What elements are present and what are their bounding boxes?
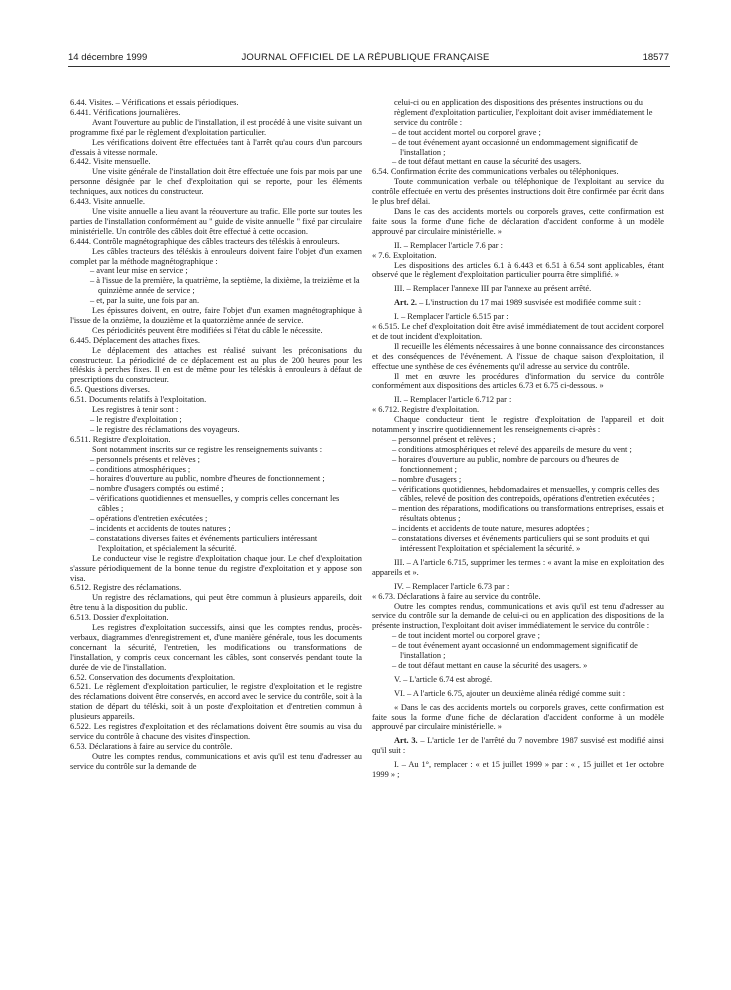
paragraph <box>70 346 362 386</box>
paragraph-text: Outre les comptes rendus, communications et avis qu'il est tenu d'adresser au service du contrôle sur la demande de celui-ci ou en application des dispositions de la présente instruction, l'exploitant doit aviser immédiatement le service du contrôle : <box>372 601 664 631</box>
paragraph-text: 6.522. Les registres d'exploitation et des réclamations doivent être soumis au visa du service du contrôle à chacune des visites d'inspection. <box>70 722 362 741</box>
paragraph <box>372 675 664 685</box>
paragraph <box>70 465 362 475</box>
paragraph-text: Une visite générale de l'installation doit être effectuée une fois par mois par une personne désignée par le chef d'exploitation qui se reporte, pour les éléments techniques, aux notices du constructeur. <box>70 167 362 197</box>
paragraph-text: 6.444. Contrôle magnétographique des câbles tracteurs des téléskis à enrouleurs. <box>70 236 340 246</box>
paragraph-text: Dans le cas des accidents mortels ou corporels graves, cette confirmation est faite sous la forme d'une fiche de déclaration d'accident conforme à un modèle approuvé par circulaire ministérielle. » <box>372 206 664 236</box>
paragraph <box>70 266 362 276</box>
paragraph-text: V. – L'article 6.74 est abrogé. <box>394 674 493 684</box>
paragraph-text: Les vérifications doivent être effectuées tant à l'arrêt qu'au cours d'un parcours d'essais à vitesse normale. <box>70 137 362 157</box>
paragraph-text: 6.52. Conservation des documents d'exploitation. <box>70 672 236 682</box>
paragraph <box>372 157 664 167</box>
paragraph <box>70 157 362 167</box>
paragraph-text: – vérifications quotidiennes et mensuelles, y compris celles concernant les câbles ; <box>90 494 340 514</box>
paragraph <box>70 722 362 742</box>
paragraph-text: 6.445. Déplacement des attaches fixes. <box>70 335 200 345</box>
paragraph-text: – conditions atmosphériques ; <box>90 464 191 474</box>
paragraph-text: – de tout événement ayant occasionné un endommagement significatif de l'installation ; <box>392 641 638 661</box>
paragraph-text: Ces périodicités peuvent être modifiées si l'état du câble le nécessite. <box>92 325 323 335</box>
paragraph-text: VI. – A l'article 6.75, ajouter un deuxième alinéa rédigé comme suit : <box>394 688 626 698</box>
paragraph-text: – nombre d'usagers ; <box>392 474 462 484</box>
header-date: 14 décembre 1999 <box>68 52 148 63</box>
paragraph <box>70 514 362 524</box>
paragraph <box>372 602 664 632</box>
header-page-number: 18577 <box>642 52 669 63</box>
paragraph <box>70 752 362 772</box>
paragraph-text: Les épissures doivent, en outre, faire l'objet d'un examen magnétographique à l'issue de la onzième, la douzième et la quatorzième année de service. <box>70 306 362 325</box>
paragraph-text: – constatations diverses et événements particuliers qui se sont produits et qui intéressent l'exploitation et spécialement la sécurité. » <box>392 534 650 553</box>
paragraph-text: celui-ci ou en application des dispositions des présentes instructions ou du règlement d'exploitation particulier, l'exploitant doit aviser immédiatement le service du contrôle : <box>394 98 653 127</box>
paragraph-text: 6.53. Déclarations à faire au service du contrôle. <box>70 741 233 751</box>
paragraph-text: – de tout accident mortel ou corporel grave ; <box>392 127 541 137</box>
paragraph-text: – de tout défaut mettant en cause la sécurité des usagers. » <box>392 660 588 670</box>
paragraph <box>372 395 664 405</box>
paragraph-text: Il met en œuvre les procédures d'information du service du contrôle conformément aux dispositions des articles 6.73 et 6.75 ci-dessous. » <box>372 371 664 391</box>
paragraph <box>372 207 664 237</box>
paragraph <box>70 197 362 207</box>
paragraph <box>70 98 362 108</box>
paragraph-text: Il recueille les éléments nécessaires à une bonne connaissance des circonstances et des conséquences de l'événement. A l'issue de chaque saison d'exploitation, il effectue une synthèse de ces événements qu'il adresse au service du contrôle. <box>372 341 664 371</box>
paragraph <box>70 336 362 346</box>
paragraph <box>70 623 362 673</box>
paragraph <box>70 583 362 593</box>
paragraph-text: 6.442. Visite mensuelle. <box>70 157 151 167</box>
paragraph <box>372 284 664 294</box>
paragraph-text: « 6.515. Le chef d'exploitation doit être avisé immédiatement de tout accident corporel et de tout incident d'exploitation. <box>372 322 664 341</box>
paragraph <box>372 641 664 661</box>
paragraph <box>372 455 664 475</box>
paragraph-text: Avant l'ouverture au public de l'installation, il est procédé à une visite suivant un programme fixé par le règlement d'exploitation particulier. <box>70 117 362 137</box>
paragraph <box>372 167 664 177</box>
paragraph <box>70 237 362 247</box>
paragraph-text: II. – Remplacer l'article 6.712 par : <box>394 395 512 405</box>
paragraph <box>70 207 362 237</box>
paragraph-text: Un registre des réclamations, qui peut être commun à plusieurs appareils, doit être tenu à la disposition du public. <box>70 593 362 613</box>
paragraph <box>70 455 362 465</box>
paragraph <box>372 504 664 524</box>
paragraph <box>70 247 362 267</box>
paragraph-text: 6.441. Vérifications journalières. <box>70 107 181 117</box>
paragraph <box>70 554 362 584</box>
paragraph-text: III. – A l'article 6.715, supprimer les termes : « avant la mise en exploitation des appareils et ». <box>372 557 664 577</box>
paragraph-text: I. – Au 1°, remplacer : « et 15 juillet 1999 » par : « , 15 juillet et 1er octobre 1999 » ; <box>372 760 664 780</box>
paragraph-text: – horaires d'ouverture au public, nombre de parcours ou d'heures de fonctionnement ; <box>392 454 619 474</box>
paragraph-text: – à l'issue de la première, la quatrième, la septième, la dixième, la treizième et la quinzième année de service ; <box>90 276 360 296</box>
paragraph-text: III. – Remplacer l'annexe III par l'annexe au présent arrêté. <box>394 284 592 294</box>
paragraph <box>70 108 362 118</box>
paragraph <box>372 445 664 455</box>
paragraph-text: 6.513. Dossier d'exploitation. <box>70 613 169 623</box>
paragraph <box>70 385 362 395</box>
paragraph <box>372 592 664 602</box>
header-title: JOURNAL OFFICIEL DE LA RÉPUBLIQUE FRANÇAISE <box>241 52 490 63</box>
paragraph-text: – personnels présents et relèves ; <box>90 454 201 464</box>
paragraph-text: « 7.6. Exploitation. <box>372 250 437 260</box>
paragraph <box>70 306 362 326</box>
paragraph-text: – de tout incident mortel ou corporel grave ; <box>392 631 540 641</box>
paragraph <box>372 736 664 756</box>
paragraph <box>70 138 362 158</box>
paragraph-text: – mention des réparations, modifications ou transformations entreprises, essais et résultats obtenus ; <box>392 504 664 524</box>
paragraph-text: – horaires d'ouverture au public, nombre d'heures de fonctionnement ; <box>90 474 325 484</box>
page-header <box>0 52 731 66</box>
paragraph <box>70 118 362 138</box>
paragraph <box>372 405 664 415</box>
paragraph <box>70 593 362 613</box>
paragraph-text: – le registre d'exploitation ; <box>90 415 182 424</box>
paragraph <box>70 425 362 435</box>
paragraph <box>372 251 664 261</box>
paragraph-text: Le conducteur vise le registre d'exploitation chaque jour. Le chef d'exploitation s'assure périodiquement de la bonne tenue du registre d'exploitation et y appose son visa. <box>70 553 362 583</box>
paragraph-text: 6.51. Documents relatifs à l'exploitation. <box>70 395 207 405</box>
paragraph-text: – vérifications quotidiennes, hebdomadaires et mensuelles, y compris celles des câbles, relevé de position des contrepoids, opérations d'entretien exécutées ; <box>392 484 660 504</box>
paragraph-text: 6.512. Registre des réclamations. <box>70 583 182 593</box>
paragraph-text: – opérations d'entretien exécutées ; <box>90 514 208 524</box>
paragraph <box>70 435 362 445</box>
paragraph <box>70 474 362 484</box>
right-column <box>372 98 664 780</box>
paragraph-text: Toute communication verbale ou téléphonique de l'exploitant au service du contrôle effectuée en vertu des présentes instructions doit être confirmée par écrit dans le plus bref délai. <box>372 177 664 207</box>
paragraph-text: – nombre d'usagers comptés ou estimé ; <box>90 484 224 494</box>
paragraph-text: – personnel présent et relèves ; <box>392 435 496 444</box>
paragraph-text: Les câbles tracteurs des téléskis à enrouleurs doivent faire l'objet d'un examen complet par la méthode magnétographique : <box>70 246 362 266</box>
paragraph <box>70 524 362 534</box>
paragraph <box>70 276 362 296</box>
paragraph <box>70 395 362 405</box>
paragraph <box>70 534 362 554</box>
paragraph <box>70 484 362 494</box>
paragraph-text: – de tout événement ayant occasionné un endommagement significatif de l'installation ; <box>392 137 638 157</box>
paragraph-text: « 6.73. Déclarations à faire au service du contrôle. <box>372 591 541 601</box>
paragraph <box>372 582 664 592</box>
paragraph <box>372 631 664 641</box>
paragraph <box>372 312 664 322</box>
paragraph <box>372 435 664 445</box>
paragraph-text: Les dispositions des articles 6.1 à 6.443 et 6.51 à 6.54 sont applicables, étant observé que le règlement d'exploitation particulier pourra être simplifié. » <box>372 260 664 280</box>
paragraph <box>372 415 664 435</box>
paragraph-text: – L'instruction du 17 mai 1989 susvisée est modifiée comme suit : <box>417 298 641 308</box>
paragraph <box>70 613 362 623</box>
paragraph-text: I. – Remplacer l'article 6.515 par : <box>394 312 509 322</box>
paragraph-text: Les registres à tenir sont : <box>92 405 179 415</box>
paragraph <box>70 296 362 306</box>
paragraph-text: « Dans le cas des accidents mortels ou corporels graves, cette confirmation est faite sous la forme d'une fiche de déclaration d'accident conforme à un modèle approuvé par circulaire ministérielle. » <box>372 702 664 732</box>
paragraph-text: Outre les comptes rendus, communications et avis qu'il est tenu d'adresser au service du contrôle sur la demande de <box>70 751 362 771</box>
paragraph-text: Sont notamment inscrits sur ce registre les renseignements suivants : <box>92 444 323 454</box>
paragraph-text: – conditions atmosphériques et relevé des appareils de mesure du vent ; <box>392 444 632 454</box>
paragraph <box>372 241 664 251</box>
paragraph <box>70 405 362 415</box>
paragraph-text: Les registres d'exploitation successifs, ainsi que les comptes rendus, procès-verbaux, diagrammes d'enregistrement et, d'une manière générale, tous les documents concernant la sécurité, l'entretien, les modifications ou transformations de l'installation, y compris ceux concernant les câbles, sont conservés pendant toute la durée de vie de l'installation. <box>70 623 362 672</box>
paragraph-text: – incidents et accidents de toute nature, mesures adoptées ; <box>392 524 590 534</box>
paragraph <box>372 298 664 308</box>
article-label: Art. 3. <box>394 736 418 746</box>
paragraph <box>372 524 664 534</box>
paragraph-text: Une visite annuelle a lieu avant la réouverture au trafic. Elle porte sur toutes les parties de l'installation conformément au " guide de visite annuelle " fixé par circulaire ministérielle. Un contrôle des câbles doit être effectué à cette occasion. <box>70 206 362 236</box>
paragraph-text: 6.5. Questions diverses. <box>70 385 150 395</box>
paragraph-text: « 6.712. Registre d'exploitation. <box>372 405 480 415</box>
paragraph <box>372 558 664 578</box>
paragraph <box>372 703 664 733</box>
paragraph-text: 6.44. Visites. – Vérifications et essais périodiques. <box>70 98 239 107</box>
paragraph-text: 6.521. Le règlement d'exploitation particulier, le registre d'exploitation et le registre des réclamations doivent être conservés, en accord avec le service du contrôle, soit à la station de départ du téléski, soit à un poste d'exploitation et d'entretien commun à plusieurs appareils. <box>70 682 362 722</box>
paragraph-text: 6.511. Registre d'exploitation. <box>70 434 171 444</box>
paragraph-text: – constatations diverses faites et événements particuliers intéressant l'exploitation, et spécialement la sécurité. <box>90 533 318 553</box>
left-column <box>70 98 362 772</box>
article-label: Art. 2. <box>394 298 418 308</box>
paragraph <box>70 167 362 197</box>
paragraph-text: – avant leur mise en service ; <box>90 266 188 276</box>
paragraph <box>372 98 664 128</box>
paragraph-text: IV. – Remplacer l'article 6.73 par : <box>394 581 510 591</box>
paragraph-text: II. – Remplacer l'article 7.6 par : <box>394 240 503 250</box>
paragraph <box>70 326 362 336</box>
paragraph <box>372 661 664 671</box>
paragraph <box>372 322 664 342</box>
paragraph <box>70 494 362 514</box>
paragraph <box>372 475 664 485</box>
paragraph <box>372 177 664 207</box>
paragraph-text: 6.443. Visite annuelle. <box>70 197 145 207</box>
paragraph <box>70 742 362 752</box>
paragraph <box>70 445 362 455</box>
paragraph-text: – le registre des réclamations des voyageurs. <box>90 424 240 434</box>
paragraph <box>372 534 664 554</box>
paragraph-text: Chaque conducteur tient le registre d'exploitation de l'appareil et doit notamment y inscrire quotidiennement les renseignements ci-après : <box>372 415 664 435</box>
paragraph-text: – incidents et accidents de toutes natures ; <box>90 523 231 533</box>
paragraph-text: – L'article 1er de l'arrêté du 7 novembre 1987 susvisé est modifié ainsi qu'il suit : <box>372 736 664 756</box>
paragraph-text: Le déplacement des attaches est réalisé suivant les préconisations du constructeur. La périodicité de ce déplacement est au plus de 200 heures pour les téléskis à perches fixes. Il en est de même pour les téléskis à enrouleurs à défaut de prescriptions du constructeur. <box>70 345 362 385</box>
paragraph <box>372 138 664 158</box>
paragraph <box>372 372 664 392</box>
paragraph <box>372 342 664 372</box>
paragraph <box>372 760 664 780</box>
paragraph <box>372 261 664 281</box>
paragraph-text: – et, par la suite, une fois par an. <box>90 296 200 306</box>
paragraph-text: – de tout défaut mettant en cause la sécurité des usagers. <box>392 157 582 167</box>
paragraph-text: 6.54. Confirmation écrite des communications verbales ou téléphoniques. <box>372 167 619 177</box>
header-rule <box>68 66 670 67</box>
paragraph <box>372 689 664 699</box>
paragraph <box>70 682 362 722</box>
paragraph <box>372 485 664 505</box>
paragraph <box>70 415 362 425</box>
paragraph <box>70 673 362 683</box>
paragraph <box>372 128 664 138</box>
